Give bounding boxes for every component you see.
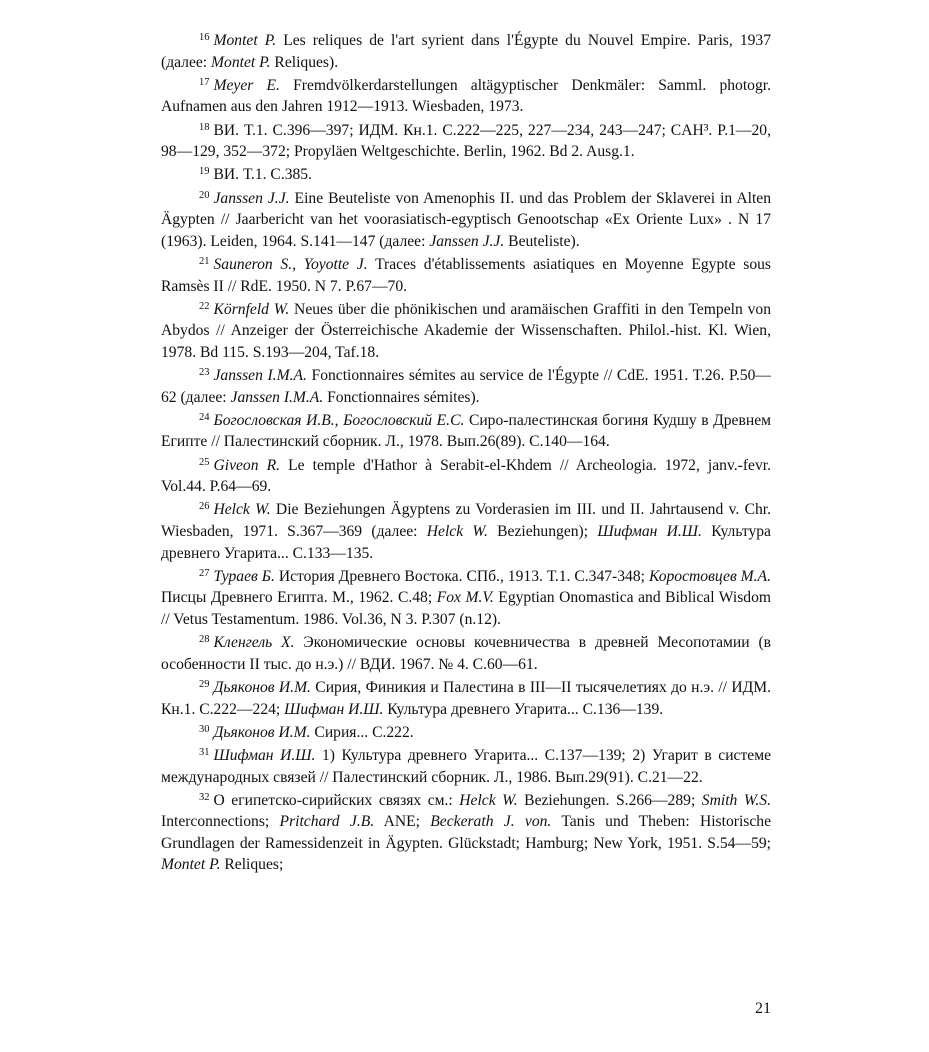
footnotes-block [161,30,771,878]
footnote-text: Сирия... С.222. [310,723,414,741]
footnote-number: 17 [199,76,210,88]
page-number: 21 [755,1000,771,1017]
footnote-author: Montet P. [213,32,277,49]
footnote-text: Traces d'établissements asiatiques en Moyenne Egypte sous Ramsès II // RdE. 1950. N 7. P.67—70. [161,255,771,295]
footnote-17 [161,75,771,118]
footnote-number: 23 [199,367,210,379]
footnote-text: Сиро-палестинская богиня Кудшу в Древнем Египте // Палестинский сборник. Л., 1978. Вып.26(89). С.140—164. [161,411,771,451]
footnote-author: Коростовцев М.А. [648,567,771,585]
footnote-25 [161,455,771,498]
footnote-author: Smith W.S. [701,791,771,809]
footnote-author: Helck W. [213,501,271,519]
footnote-number: 29 [199,678,210,690]
footnote-23 [161,365,771,408]
footnote-author: Helck W. [459,791,518,809]
footnote-text: 1) Культура древнего Угарита... С.137—139; 2) Угарит в системе международных связей // Палестинский сборник. Л., 1986. Вып.29(91). С.21—22. [161,746,771,786]
footnote-text: Писцы Древнего Египта. М., 1962. С.48; [161,589,437,607]
footnote-author: Шифман И.Ш. [284,700,384,718]
footnote-author: Janssen J.J. [429,232,505,250]
footnote-31 [161,745,771,788]
footnote-29 [161,677,771,720]
footnote-author: Шифман И.Ш. [597,523,702,540]
footnote-text: Egyptian Onomastica and Biblical Wisdom // Vetus Testamentum. 1986. Vol.36, N 3. P.307 (n.12). [161,589,771,628]
footnote-author: Helck W. [426,523,488,540]
footnote-author: Кленгель Х. [213,634,295,652]
footnote-author: Montet P. [161,856,221,874]
footnote-number: 26 [199,501,210,513]
footnote-author: Meyer E. [213,76,280,94]
footnote-number: 24 [199,411,210,423]
footnote-author: Körnfeld W. [213,300,290,318]
footnote-text: Reliques; [220,856,284,874]
footnote-text: История Древнего Востока. СПб., 1913. Т.1. С.347-348; [274,567,649,585]
footnote-text: ВИ. Т.1. С.385. [213,166,313,184]
footnote-author: Janssen I.M.A. [230,388,324,406]
footnote-number: 19 [199,166,210,178]
footnote-number: 16 [199,32,210,43]
footnote-text: Neues über die phönikischen und aramäischen Graffiti in den Tempeln von Abydos // Anzeiger der Österreichische Akademie der Wissenschaften. Philol.-hist. Kl. Wien, 1978. Bd 115. S.193—204, Taf.18. [161,300,771,361]
footnote-author: Pritchard J.B. [279,813,375,831]
footnote-text: О египетско-сирийских связях см.: [213,791,460,809]
footnote-number: 30 [199,723,210,735]
footnote-27 [161,566,771,631]
footnote-text: Fonctionnaires sémites au service de l'Égypte // CdE. 1951. T.26. P.50—62 (далее: [161,367,772,406]
footnote-number: 18 [199,121,210,133]
footnote-text: Fonctionnaires sémites). [323,388,480,406]
footnote-number: 25 [199,456,210,468]
footnote-author: Beckerath J. von. [430,813,552,831]
footnote-text: Eine Beuteliste von Amenophis II. und das Problem der Sklaverei in Alten Ägypten // Jaarbericht van het voorasiatisch-egyptisch Genootschap «Ex Oriente Lux» . N 17 (1963). Leiden, 1964. S.141—147 (далее: [161,189,771,250]
footnote-text: Культура древнего Угарита... С.136—139. [383,700,664,718]
footnote-author: Шифман И.Ш. [213,746,316,764]
footnote-number: 21 [199,255,210,267]
footnote-number: 31 [199,746,210,758]
footnote-text: Reliques). [270,53,339,71]
footnote-16 [161,30,771,73]
footnote-22 [161,299,771,364]
footnote-32 [161,790,771,876]
footnote-author: Дьяконов И.М. [213,678,311,696]
footnote-number: 22 [199,300,210,312]
footnote-author: Giveon R. [213,456,281,474]
footnote-text: Interconnections; [161,813,280,831]
footnote-number: 20 [199,189,210,201]
footnote-text: Fremdvölkerdarstellungen altägyptischer Denkmäler: Samml. photogr. Aufnamen aus den Jahren 1912—1913. Wiesbaden, 1973. [161,76,771,116]
footnote-text: Культура древнего Угарита... С.133—135. [161,523,771,562]
footnote-author: Тураев Б. [213,567,275,585]
footnote-text: ANE; [374,813,431,831]
footnote-30 [161,722,771,744]
footnote-18 [161,120,771,163]
footnote-text: Beziehungen. S.266—289; [517,791,702,809]
footnote-text: Le temple d'Hathor à Serabit-el-Khdem // Archeologia. 1972, janv.-fevr. Vol.44. P.64—69. [161,456,771,496]
footnote-24 [161,410,771,453]
footnote-19 [161,164,771,186]
footnote-text: Экономические основы кочевничества в древней Месопотамии (в особенности II тыс. до н.э.) // ВДИ. 1967. № 4. С.60—61. [161,634,771,673]
footnote-number: 32 [199,791,210,803]
footnote-26 [161,499,771,564]
footnote-28 [161,632,771,675]
footnote-text: Сирия, Финикия и Палестина в III—II тысячелетиях до н.э. // ИДМ. Кн.1. С.222—224; [161,678,771,718]
footnote-author: Дьяконов И.М. [213,723,311,741]
footnote-author: Janssen I.M.A. [213,367,307,385]
footnote-21 [161,254,771,297]
footnote-number: 27 [199,567,210,579]
footnote-author: Sauneron S., Yoyotte J. [213,255,368,273]
footnote-text: Beziehungen); [487,523,598,540]
footnote-text: ВИ. Т.1. С.396—397; ИДМ. Кн.1. С.222—225, 227—234, 243—247; CAH³. P.1—20, 98—129, 352—372; Propyläen Weltgeschichte. Berlin, 1962. Bd 2. Ausg.1. [161,121,771,161]
footnote-author: Богословская И.В., Богословский Е.С. [213,411,465,429]
footnote-text: Die Beziehungen Ägyptens zu Vorderasien im III. und II. Jahrtausend v. Chr. Wiesbaden, 1971. S.367—369 (далее: [161,501,771,540]
footnote-author: Fox M.V. [436,589,494,607]
footnote-text: Beuteliste). [504,232,580,250]
footnote-20 [161,188,771,253]
footnote-text: Les reliques de l'art syrient dans l'Égypte du Nouvel Empire. Paris, 1937 (далее: [161,32,772,71]
footnote-author: Montet P. [211,53,271,71]
footnote-text: Tanis und Theben: Historische Grundlagen der Ramessidenzeit in Ägypten. Glückstadt; Hamburg; New York, 1951. S.54—59; [161,813,771,852]
footnote-number: 28 [199,634,210,646]
footnote-author: Janssen J.J. [213,189,290,207]
